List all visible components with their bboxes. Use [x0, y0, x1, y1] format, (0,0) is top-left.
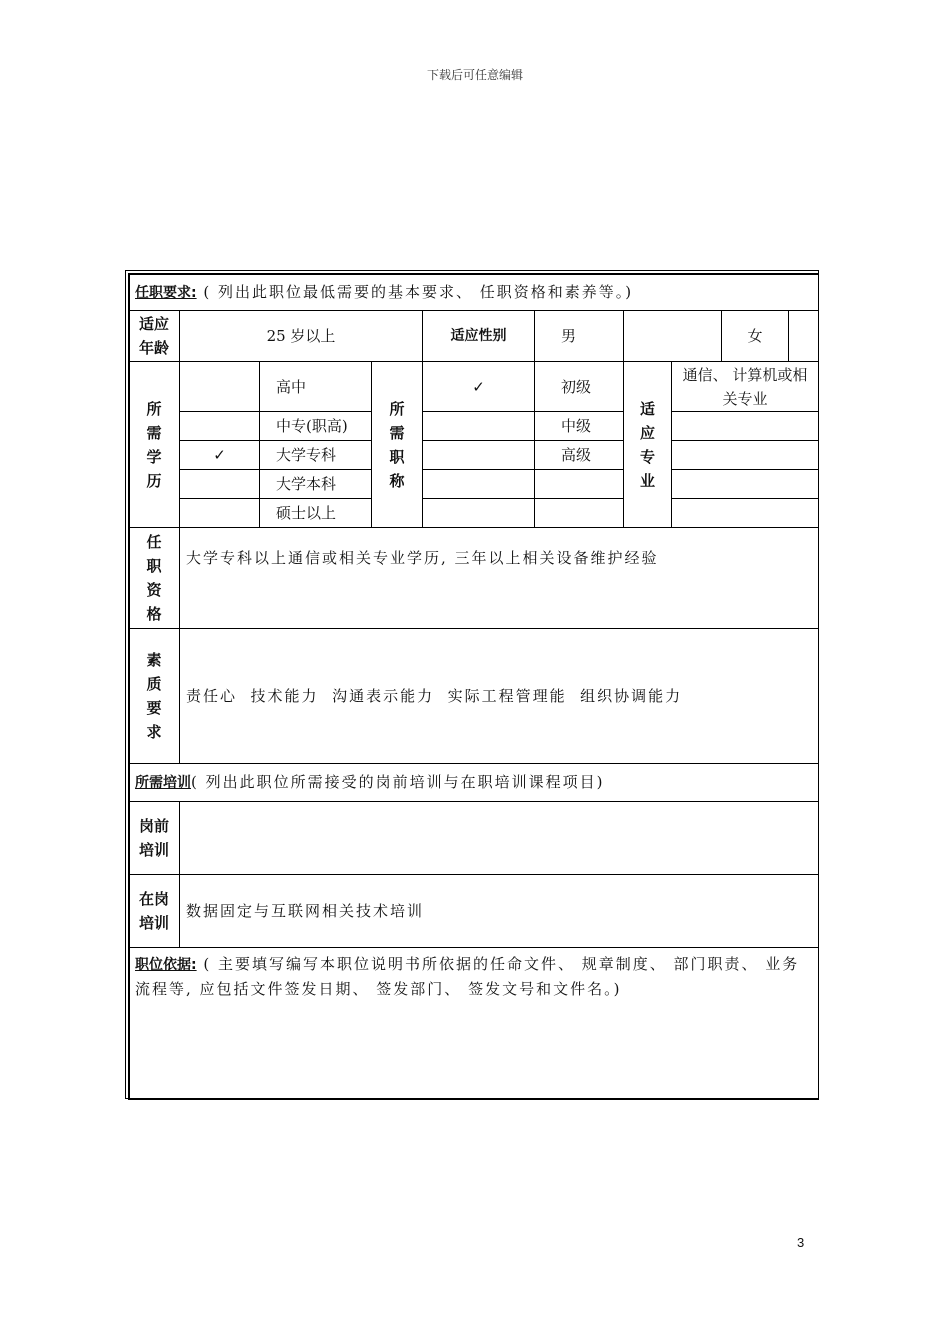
gender-label: 适应性别 — [423, 311, 535, 362]
title-level: 中级 — [535, 412, 624, 441]
page-header-note: 下载后可任意编辑 — [426, 68, 523, 82]
title-mark-blank — [423, 499, 535, 528]
title-mark: ✓ — [423, 362, 535, 412]
education-mark — [180, 470, 260, 499]
education-mark — [180, 499, 260, 528]
gender-female: 女 — [722, 311, 789, 362]
education-label: 所 需 学 历 — [129, 362, 180, 528]
qualification-row — [129, 528, 819, 629]
education-row-4 — [129, 470, 819, 499]
title-label: 所 需 职 称 — [372, 362, 423, 528]
basis-row — [129, 948, 819, 1100]
gender-male-check — [624, 311, 722, 362]
education-row-3 — [129, 441, 819, 470]
quality-row — [129, 629, 819, 764]
age-label: 适应年龄 — [129, 311, 180, 362]
education-mark — [180, 362, 260, 412]
title-level-blank — [535, 470, 624, 499]
education-row-2 — [129, 412, 819, 441]
title-mark-blank — [423, 470, 535, 499]
qualification-value: 大学专科以上通信或相关专业学历, 三年以上相关设备维护经验 — [180, 528, 819, 629]
training-note: ( 列出此职位所需接受的岗前培训与在职培训课程项目) — [191, 773, 605, 791]
title-level: 高级 — [535, 441, 624, 470]
gender-male: 男 — [535, 311, 624, 362]
pre-training-row — [129, 802, 819, 875]
major-value: 通信、 计算机或相关专业 — [672, 362, 819, 412]
basis-title: 职位依据: — [135, 957, 197, 973]
education-level: 大学本科 — [260, 470, 372, 499]
qualification-label: 任 职 资 格 — [129, 528, 180, 629]
title-mark — [423, 441, 535, 470]
training-header-row — [129, 764, 819, 802]
pre-training-value — [180, 802, 819, 875]
education-row-5 — [129, 499, 819, 528]
education-level: 大学专科 — [260, 441, 372, 470]
quality-value: 责任心 技术能力 沟通表示能力 实际工程管理能 组织协调能力 — [180, 629, 819, 764]
training-title: 所需培训 — [135, 775, 191, 791]
major-blank — [672, 470, 819, 499]
title-level-blank — [535, 499, 624, 528]
pre-training-label: 岗前培训 — [129, 802, 180, 875]
education-mark: ✓ — [180, 441, 260, 470]
education-level: 中专(职高) — [260, 412, 372, 441]
major-blank — [672, 412, 819, 441]
age-gender-row — [129, 311, 819, 362]
title-mark — [423, 412, 535, 441]
basis-note: ( 主要填写编写本职位说明书所依据的任命文件、 规章制度、 部门职责、 业务流程等, 应包括文件签发日期、 签发部门、 签发文号和文件名。) — [135, 955, 800, 998]
education-level: 硕士以上 — [260, 499, 372, 528]
requirements-header-row — [129, 274, 819, 311]
major-blank — [672, 441, 819, 470]
onjob-training-value: 数据固定与互联网相关技术培训 — [180, 875, 819, 948]
gender-female-check — [789, 311, 819, 362]
age-value: 25 岁以上 — [180, 311, 423, 362]
requirements-note: ( 列出此职位最低需要的基本要求、 任职资格和素养等。) — [196, 282, 634, 301]
onjob-training-label: 在岗培训 — [129, 875, 180, 948]
requirements-title: 任职要求: — [135, 284, 197, 301]
education-mark — [180, 412, 260, 441]
major-blank — [672, 499, 819, 528]
quality-label: 素 质 要 求 — [129, 629, 180, 764]
education-level: 高中 — [260, 362, 372, 412]
major-label: 适 应 专 业 — [624, 362, 672, 528]
onjob-training-row — [129, 875, 819, 948]
page-number: 3 — [797, 1235, 805, 1250]
title-level: 初级 — [535, 362, 624, 412]
education-row-1 — [129, 362, 819, 412]
job-requirements-table — [128, 273, 819, 1100]
